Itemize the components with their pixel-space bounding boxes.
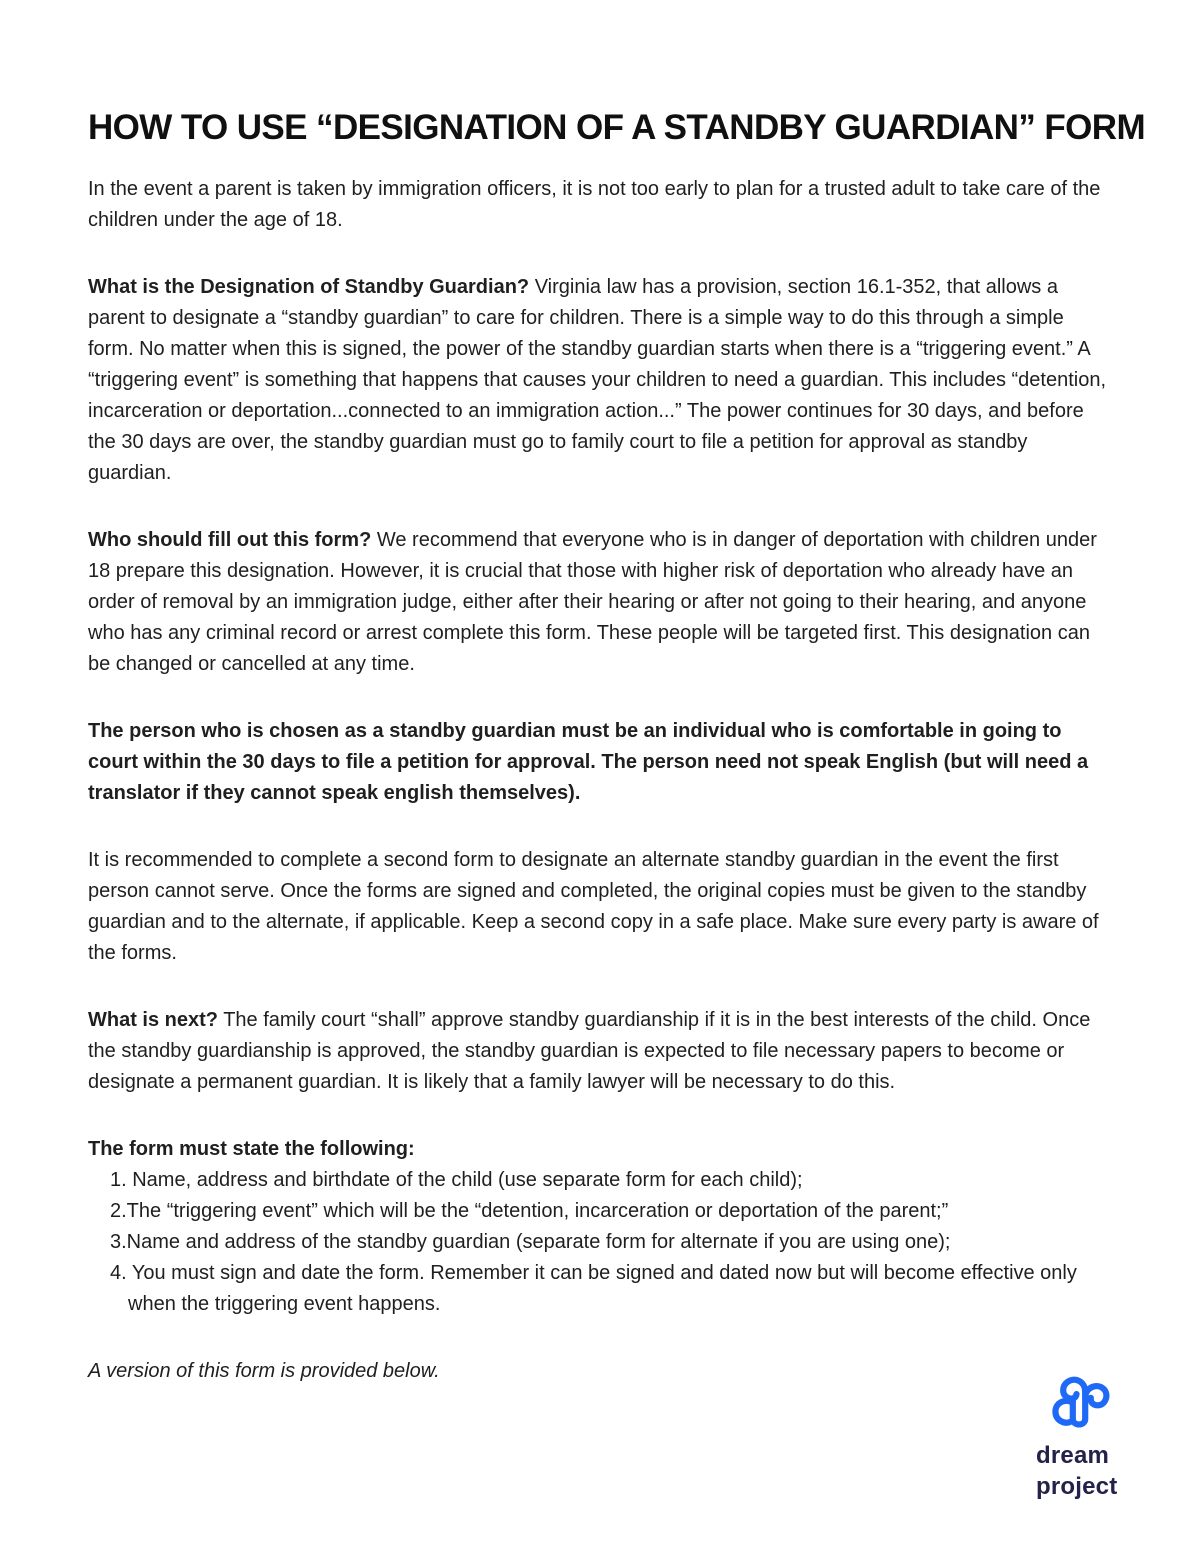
footnote: A version of this form is provided below. (88, 1360, 440, 1382)
paragraph-body: The family court “shall” approve standby guardianship if it is in the best interests of the child. Once the standby guardianship is approved, the standby guardian is expected to file necessary papers to become or designate a permanent guardian. It is likely that a family lawyer will be necessary to do this. (88, 1009, 1091, 1093)
dream-project-logo-icon (1048, 1372, 1110, 1436)
paragraph-standby-guardian-requirements: The person who is chosen as a standby guardian must be an individual who is comfortable in going to court within the 30 days to file a petition for approval. The person need not speak English (but will need a translator if they cannot speak english themselves). (88, 720, 1089, 804)
page-title: HOW TO USE “DESIGNATION OF A STANDBY GUARDIAN” FORM (88, 108, 1145, 147)
paragraph-body: We recommend that everyone who is in danger of deportation with children under 18 prepare this designation. However, it is crucial that those with higher risk of deportation who already have an order of removal by an immigration judge, either after their hearing or after not going to their hearing, and anyone who has any criminal record or arrest complete this form. These people will be targeted first. This designation can be changed or cancelled at any time. (88, 529, 1097, 675)
dream-project-logo (1036, 1372, 1176, 1498)
list-item: 4. You must sign and date the form. Remember it can be signed and dated now but will become effective only when the triggering event happens. (110, 1262, 1077, 1315)
list-item: 3.Name and address of the standby guardian (separate form for alternate if you are using one); (110, 1231, 951, 1253)
paragraph-second-form-recommendation: It is recommended to complete a second form to designate an alternate standby guardian in the event the first person cannot serve. Once the forms are signed and completed, the original copies must be given to the standby guardian and to the alternate, if applicable. Keep a second copy in a safe place. Make sure every party is aware of the forms. (88, 849, 1099, 964)
paragraph-lead: What is next? (88, 1009, 219, 1031)
paragraph-body: Virginia law has a provision, section 16.1-352, that allows a parent to designate a “standby guardian” to care for children. There is a simple way to do this through a simple form. No matter when this is signed, the power of the standby guardian starts when there is a “triggering event.” A “triggering event” is something that happens that causes your children to need a guardian. This includes “detention, incarceration or deportation...connected to an immigration action...” The power continues for 30 days, and before the 30 days are over, the standby guardian must go to family court to file a petition for approval as standby guardian. (88, 276, 1107, 484)
paragraph-what-is-designation (88, 272, 1114, 489)
paragraph-who-should-fill (88, 525, 1114, 680)
form-requirements-list (88, 1165, 1114, 1320)
logo-text-dream: dream (1036, 1442, 1110, 1469)
logo-text-project: project (1036, 1473, 1118, 1500)
list-item: 1. Name, address and birthdate of the child (use separate form for each child); (110, 1169, 803, 1191)
paragraph-lead: What is the Designation of Standby Guardian? (88, 276, 530, 298)
document-content (88, 106, 1145, 1387)
intro-paragraph: In the event a parent is taken by immigration officers, it is not too early to plan for a trusted adult to take care of the children under the age of 18. (88, 178, 1101, 231)
list-item: 2.The “triggering event” which will be the “detention, incarceration or deportation of the parent;” (110, 1200, 949, 1222)
paragraph-what-is-next (88, 1005, 1114, 1098)
list-heading: The form must state the following: (88, 1138, 415, 1160)
paragraph-lead: Who should fill out this form? (88, 529, 372, 551)
